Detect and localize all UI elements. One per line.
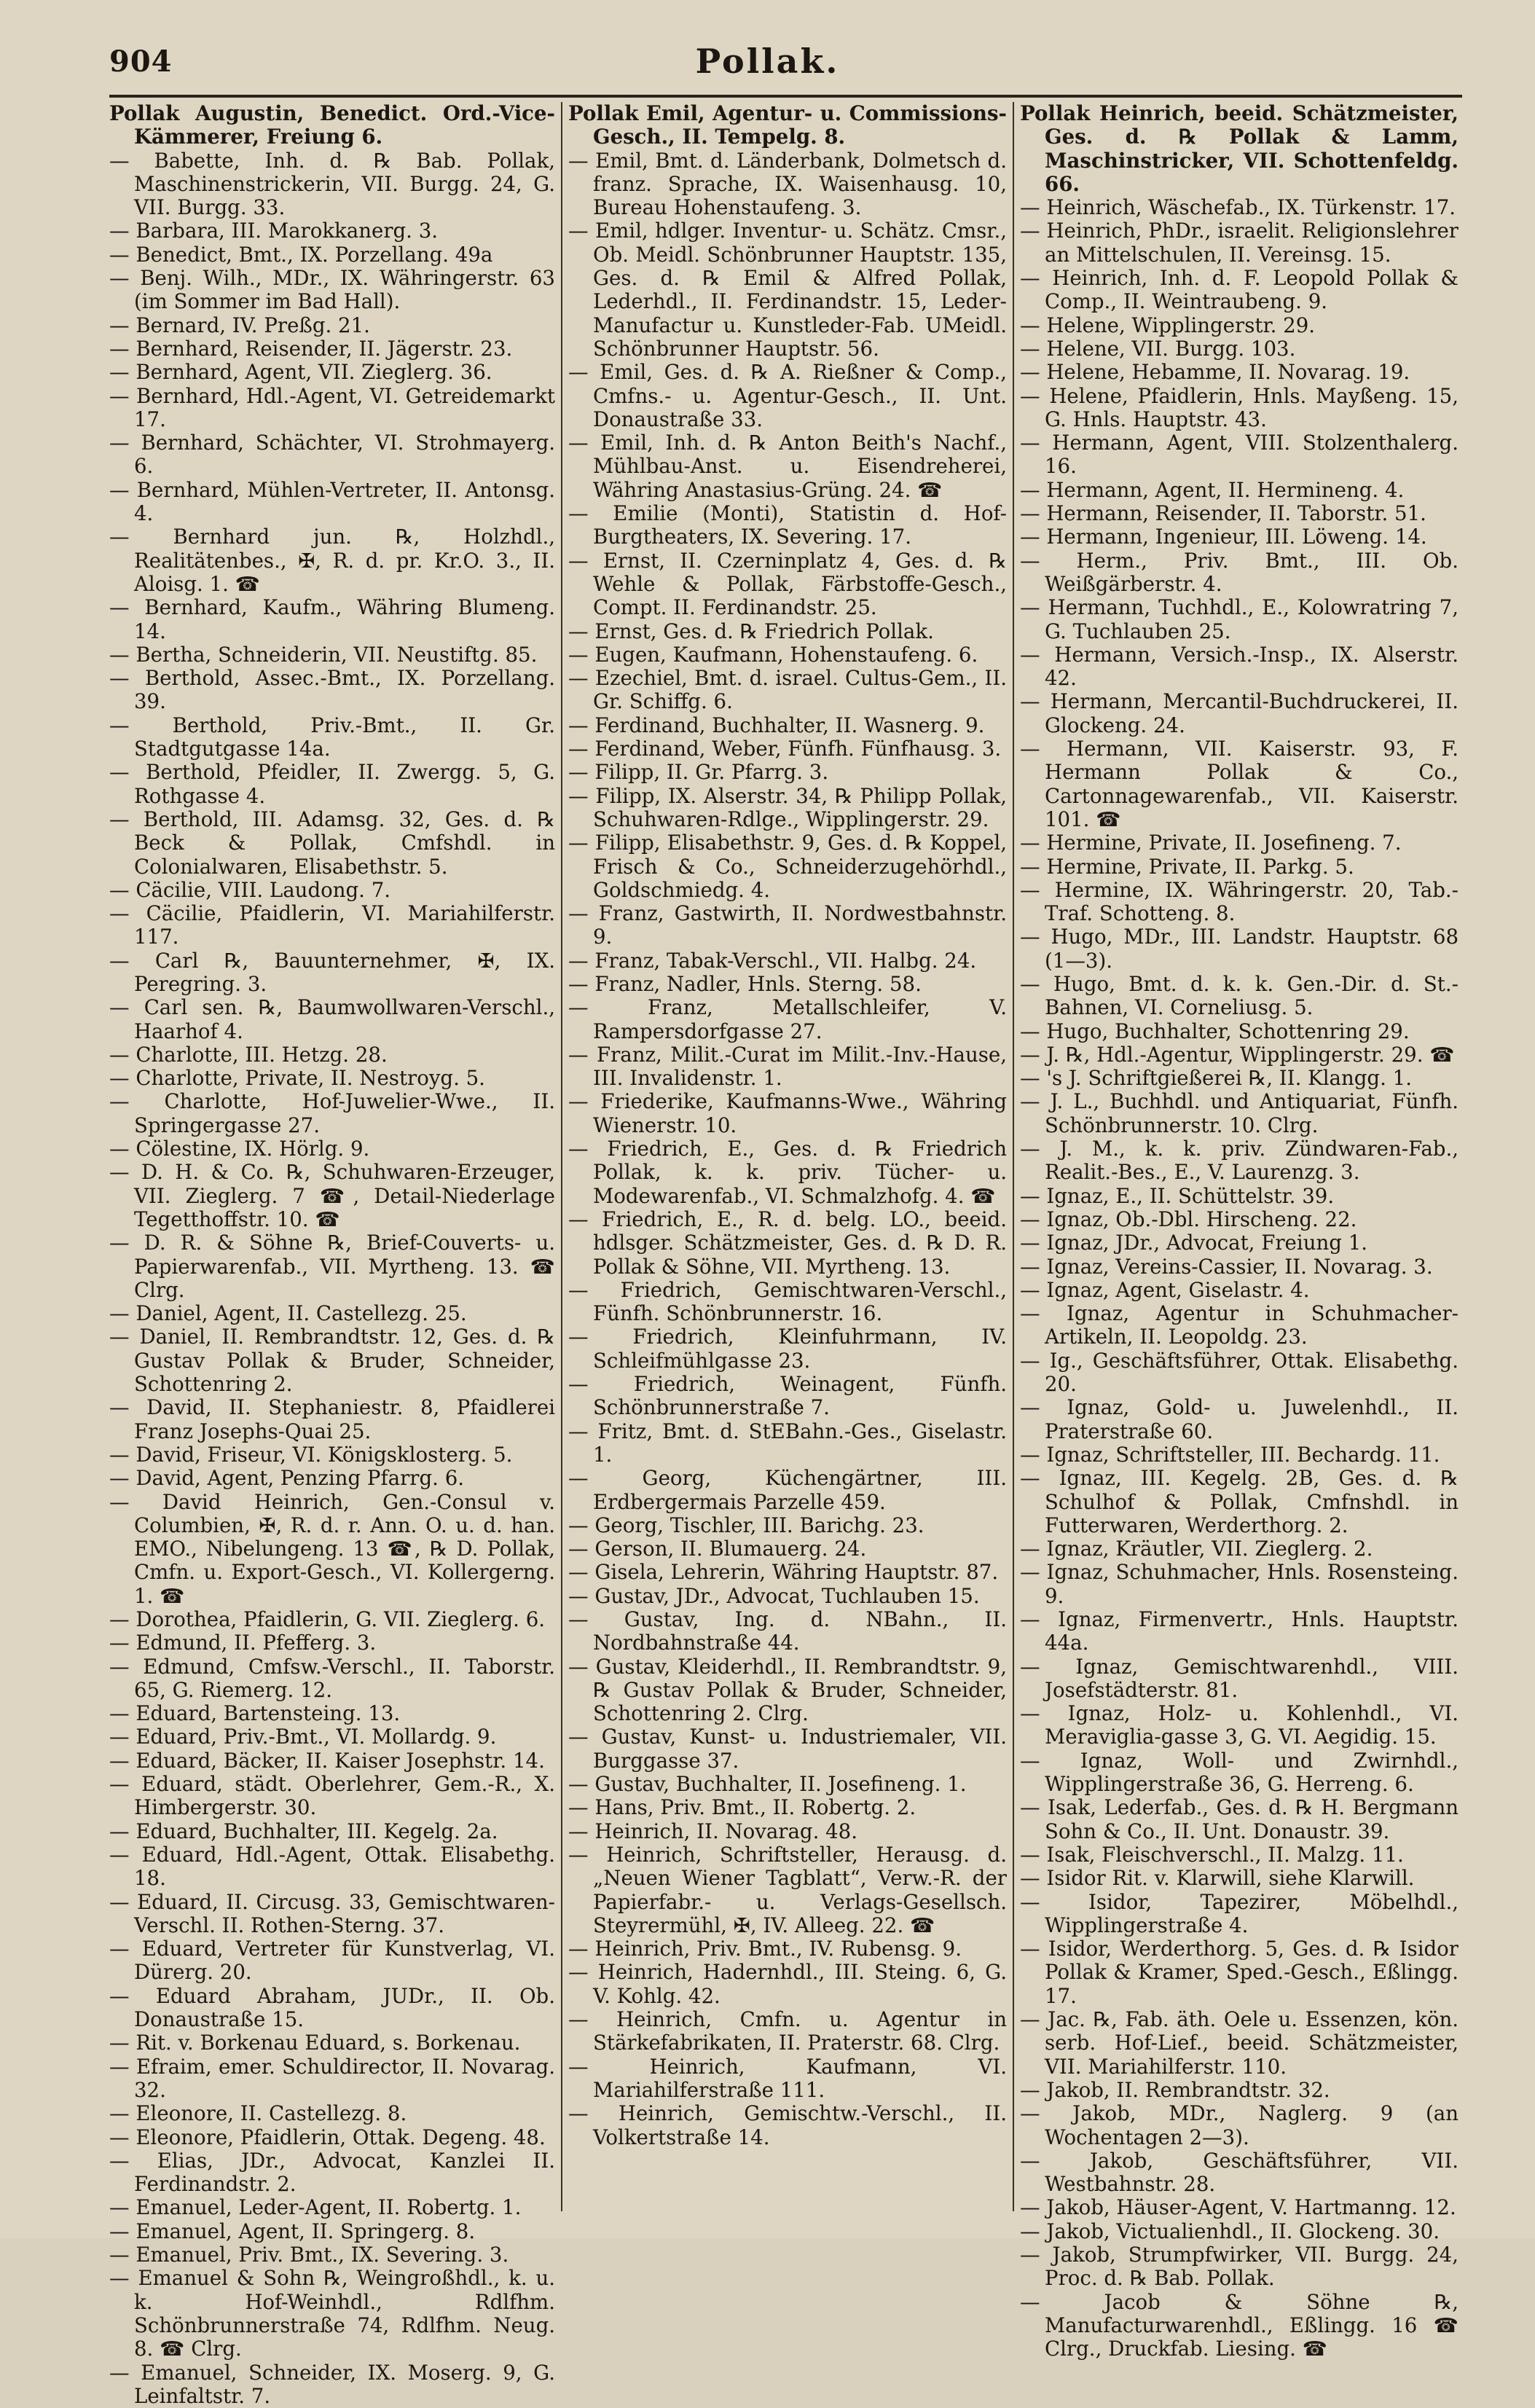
page-header <box>0 40 1535 91</box>
directory-entry: — Heinrich, Gemischtw.-Verschl., II. Volkertstraße 14. <box>568 2102 1007 2149</box>
directory-entry: — David, Agent, Penzing Pfarrg. 6. <box>109 1467 555 1490</box>
directory-entry: — Ignaz, Schuhmacher, Hnls. Rosensteing. 9. <box>1020 1561 1459 1608</box>
directory-entry: — D. R. & Söhne ℞, Brief-Couverts- u. Papierwarenfab., VII. Myrtheng. 13. ☎ Clrg. <box>109 1231 555 1302</box>
directory-entry: — Rit. v. Borkenau Eduard, s. Borkenau. <box>109 2031 555 2055</box>
directory-entry: — Friedrich, E., R. d. belg. LO., beeid. hdlsger. Schätzmeister, Ges. d. ℞ D. R. Pollak & Söhne, VII. Myrtheng. 13. <box>568 1208 1007 1279</box>
directory-entry: — Jakob, Häuser-Agent, V. Hartmanng. 12. <box>1020 2196 1459 2219</box>
directory-entry: — Gustav, Kunst- u. Industriemaler, VII. Burggasse 37. <box>568 1725 1007 1773</box>
directory-entry: — Franz, Nadler, Hnls. Sterng. 58. <box>568 973 1007 996</box>
directory-entry: — Isak, Lederfab., Ges. d. ℞ H. Bergmann Sohn & Co., II. Unt. Donaustr. 39. <box>1020 1796 1459 1843</box>
directory-entry: — Berthold, Priv.-Bmt., II. Gr. Stadtgutgasse 14a. <box>109 714 555 761</box>
directory-entry: — Charlotte, III. Hetzg. 28. <box>109 1043 555 1067</box>
directory-entry: — Bernhard, Schächter, VI. Strohmayerg. 6. <box>109 431 555 479</box>
directory-entry: — Isidor Rit. v. Klarwill, siehe Klarwill. <box>1020 1867 1459 1890</box>
directory-entry: — Filipp, IX. Alserstr. 34, ℞ Philipp Pollak, Schuhwaren-Rdlge., Wipplingerstr. 29. <box>568 785 1007 832</box>
directory-entry: — Ezechiel, Bmt. d. israel. Cultus-Gem., II. Gr. Schiffg. 6. <box>568 667 1007 714</box>
directory-entry: — Emanuel, Agent, II. Springerg. 8. <box>109 2220 555 2243</box>
directory-entry: — Gustav, JDr., Advocat, Tuchlauben 15. <box>568 1585 1007 1608</box>
directory-entry: — Ignaz, Gold- u. Juwelenhdl., II. Praterstraße 60. <box>1020 1396 1459 1443</box>
directory-entry: — Franz, Tabak-Verschl., VII. Halbg. 24. <box>568 949 1007 973</box>
directory-entry: — Herm., Priv. Bmt., III. Ob. Weißgärberstr. 4. <box>1020 549 1459 597</box>
directory-entry: — Eduard, Bäcker, II. Kaiser Josephstr. 14. <box>109 1749 555 1773</box>
directory-entry: — Ignaz, Woll- und Zwirnhdl., Wipplingerstraße 36, G. Herreng. 6. <box>1020 1749 1459 1797</box>
directory-entry: — Eduard, Hdl.-Agent, Ottak. Elisabethg. 18. <box>109 1843 555 1891</box>
directory-entry: — Bernhard, Hdl.-Agent, VI. Getreidemarkt 17. <box>109 385 555 432</box>
directory-entry: — Hermann, VII. Kaiserstr. 93, F. Hermann Pollak & Co., Cartonnagewarenfab., VII. Kaiserstr. 101. ☎ <box>1020 737 1459 831</box>
directory-entry: — Hugo, Bmt. d. k. k. Gen.-Dir. d. St.-Bahnen, VI. Corneliusg. 5. <box>1020 973 1459 1020</box>
directory-entry: — Cölestine, IX. Hörlg. 9. <box>109 1137 555 1161</box>
directory-entry: — Jac. ℞, Fab. äth. Oele u. Essenzen, kön. serb. Hof-Lief., beeid. Schätzmeister, VII. Mariahilferstr. 110. <box>1020 2008 1459 2079</box>
directory-entry: — Charlotte, Private, II. Nestroyg. 5. <box>109 1067 555 1090</box>
directory-entry: — Dorothea, Pfaidlerin, G. VII. Zieglerg. 6. <box>109 1608 555 1631</box>
directory-entry: — Gustav, Ing. d. NBahn., II. Nordbahnstraße 44. <box>568 1608 1007 1655</box>
directory-entry: — Barbara, III. Marokkanerg. 3. <box>109 219 555 243</box>
directory-entry: — Emanuel & Sohn ℞, Weingroßhdl., k. u. k. Hof-Weinhdl., Rdlfhm. Schönbrunnerstraße 74, Rdlfhm. Neug. 8. ☎ Clrg. <box>109 2267 555 2361</box>
directory-entry: — Ernst, Ges. d. ℞ Friedrich Pollak. <box>568 620 1007 643</box>
directory-entry: — Heinrich, Inh. d. F. Leopold Pollak & Comp., II. Weintraubeng. 9. <box>1020 267 1459 314</box>
directory-entry: — Hermine, Private, II. Parkg. 5. <box>1020 855 1459 879</box>
directory-entry: — Bernhard, Reisender, II. Jägerstr. 23. <box>109 337 555 361</box>
directory-entry: — Fritz, Bmt. d. StEBahn.-Ges., Giselastr. 1. <box>568 1420 1007 1467</box>
directory-entry: — Hermann, Ingenieur, III. Löweng. 14. <box>1020 525 1459 549</box>
directory-entry: — Edmund, Cmfsw.-Verschl., II. Taborstr. 65, G. Riemerg. 12. <box>109 1655 555 1703</box>
directory-entry: — Friedrich, Gemischtwaren-Verschl., Fünfh. Schönbrunnerstr. 16. <box>568 1279 1007 1326</box>
directory-entry: — Hermann, Versich.-Insp., IX. Alserstr. 42. <box>1020 643 1459 691</box>
column-right <box>1013 102 1464 2211</box>
directory-entry: — Ignaz, JDr., Advocat, Freiung 1. <box>1020 1231 1459 1255</box>
directory-entry: — J. L., Buchhdl. und Antiquariat, Fünfh. Schönbrunnerstr. 10. Clrg. <box>1020 1090 1459 1137</box>
directory-entry: — Heinrich, Cmfn. u. Agentur in Stärkefabrikaten, II. Praterstr. 68. Clrg. <box>568 2008 1007 2055</box>
directory-entry: — Filipp, Elisabethstr. 9, Ges. d. ℞ Koppel, Frisch & Co., Schneiderzugehörhdl., Goldschmiedg. 4. <box>568 831 1007 902</box>
directory-entry: — Jakob, Strumpfwirker, VII. Burgg. 24, Proc. d. ℞ Bab. Pollak. <box>1020 2243 1459 2291</box>
directory-entry: — Emanuel, Leder-Agent, II. Robertg. 1. <box>109 2196 555 2219</box>
directory-entry: — Charlotte, Hof-Juwelier-Wwe., II. Springergasse 27. <box>109 1090 555 1137</box>
directory-entry: — J. ℞, Hdl.-Agentur, Wipplingerstr. 29. ☎ <box>1020 1043 1459 1067</box>
directory-entry: — Berthold, Pfeidler, II. Zwergg. 5, G. Rothgasse 4. <box>109 761 555 808</box>
directory-entry: — Bernhard, Agent, VII. Zieglerg. 36. <box>109 361 555 384</box>
directory-entry: — Emilie (Monti), Statistin d. Hof-Burgtheaters, IX. Severing. 17. <box>568 502 1007 549</box>
directory-entry: — Hermann, Agent, II. Hermineng. 4. <box>1020 479 1459 502</box>
directory-entry: — Ignaz, Firmenvertr., Hnls. Hauptstr. 44a. <box>1020 1608 1459 1655</box>
directory-entry: — Ig., Geschäftsführer, Ottak. Elisabethg. 20. <box>1020 1349 1459 1397</box>
directory-entry: — Hermann, Agent, VIII. Stolzenthalerg. 16. <box>1020 431 1459 479</box>
entry-heading: Pollak Heinrich, beeid. Schätzmeister, Ges. d. ℞ Pollak & Lamm, Maschinstricker, VII. Schottenfeldg. 66. <box>1020 102 1459 196</box>
directory-entry: — Heinrich, PhDr., israelit. Religionslehrer an Mittelschulen, II. Vereinsg. 15. <box>1020 219 1459 267</box>
directory-columns <box>109 102 1464 2211</box>
directory-entry: — Heinrich, Kaufmann, VI. Mariahilferstraße 111. <box>568 2055 1007 2103</box>
directory-entry: — Friedrich, E., Ges. d. ℞ Friedrich Pollak, k. k. priv. Tücher- u. Modewarenfab., VI. Schmalzhofg. 4. ☎ <box>568 1137 1007 1208</box>
directory-entry: — Jacob & Söhne ℞, Manufacturwarenhdl., Eßlingg. 16 ☎ Clrg., Druckfab. Liesing. ☎ <box>1020 2291 1459 2361</box>
directory-entry: — Daniel, II. Rembrandtstr. 12, Ges. d. ℞ Gustav Pollak & Bruder, Schneider, Schottenring 2. <box>109 1325 555 1396</box>
column-left <box>109 102 561 2211</box>
directory-entry: — Edmund, II. Pfefferg. 3. <box>109 1631 555 1655</box>
directory-entry: — Helene, Wipplingerstr. 29. <box>1020 314 1459 337</box>
directory-entry: — Emanuel, Priv. Bmt., IX. Severing. 3. <box>109 2243 555 2267</box>
directory-entry: — Friederike, Kaufmanns-Wwe., Währing Wienerstr. 10. <box>568 1090 1007 1137</box>
directory-entry: — Ignaz, Gemischtwarenhdl., VIII. Josefstädterstr. 81. <box>1020 1655 1459 1703</box>
directory-entry: — Hermann, Tuchhdl., E., Kolowratring 7, G. Tuchlauben 25. <box>1020 596 1459 643</box>
directory-entry: — Babette, Inh. d. ℞ Bab. Pollak, Maschinenstrickerin, VII. Burgg. 24, G. VII. Burgg. 33. <box>109 149 555 220</box>
directory-entry: — Friedrich, Weinagent, Fünfh. Schönbrunnerstraße 7. <box>568 1373 1007 1420</box>
directory-entry: — Heinrich, II. Novarag. 48. <box>568 1820 1007 1843</box>
directory-entry: — Emil, Inh. d. ℞ Anton Beith's Nachf., Mühlbau-Anst. u. Eisendreherei, Währing Anastasius-Grüng. 24. ☎ <box>568 431 1007 502</box>
directory-entry: — Heinrich, Hadernhdl., III. Steing. 6, G. V. Kohlg. 42. <box>568 1961 1007 2008</box>
directory-entry: — Ferdinand, Buchhalter, II. Wasnerg. 9. <box>568 714 1007 737</box>
directory-entry: — Filipp, II. Gr. Pfarrg. 3. <box>568 761 1007 784</box>
directory-entry: — Franz, Metallschleifer, V. Rampersdorfgasse 27. <box>568 996 1007 1043</box>
directory-entry: — Heinrich, Priv. Bmt., IV. Rubensg. 9. <box>568 1937 1007 1961</box>
directory-entry: — Eduard, Priv.-Bmt., VI. Mollardg. 9. <box>109 1725 555 1749</box>
directory-entry: — 's J. Schriftgießerei ℞, II. Klangg. 1. <box>1020 1067 1459 1090</box>
directory-entry: — Hugo, MDr., III. Landstr. Hauptstr. 68 (1—3). <box>1020 925 1459 973</box>
directory-entry: — Ignaz, III. Kegelg. 2B, Ges. d. ℞ Schulhof & Pollak, Cmfnshdl. in Futterwaren, Werderthorg. 2. <box>1020 1467 1459 1537</box>
directory-entry: — Ignaz, Agentur in Schuhmacher-Artikeln, II. Leopoldg. 23. <box>1020 1302 1459 1349</box>
directory-entry: — Jakob, Geschäftsführer, VII. Westbahnstr. 28. <box>1020 2149 1459 2197</box>
directory-entry: — David, II. Stephaniestr. 8, Pfaidlerei Franz Josephs-Quai 25. <box>109 1396 555 1443</box>
directory-entry: — Eduard, Buchhalter, III. Kegelg. 2a. <box>109 1820 555 1843</box>
directory-entry: — Bernhard, Kaufm., Währing Blumeng. 14. <box>109 596 555 643</box>
directory-entry: — Bernhard jun. ℞, Holzhdl., Realitätenbes., ✠, R. d. pr. Kr.O. 3., II. Aloisg. 1. ☎ <box>109 525 555 596</box>
directory-entry: — Eduard, städt. Oberlehrer, Gem.-R., X. Himbergerstr. 30. <box>109 1773 555 1820</box>
directory-entry: — Eleonore, II. Castellezg. 8. <box>109 2102 555 2125</box>
running-title: Pollak. <box>0 42 1535 81</box>
directory-entry: — Ignaz, Schriftsteller, III. Bechardg. 11. <box>1020 1443 1459 1467</box>
directory-entry: — Georg, Tischler, III. Barichg. 23. <box>568 1514 1007 1537</box>
directory-entry: — Jakob, Victualienhdl., II. Glockeng. 30. <box>1020 2220 1459 2243</box>
directory-entry: — Ignaz, Vereins-Cassier, II. Novarag. 3. <box>1020 1255 1459 1279</box>
directory-entry: — Cäcilie, Pfaidlerin, VI. Mariahilferstr. 117. <box>109 902 555 949</box>
page-number: 904 <box>109 44 173 79</box>
directory-entry: — Jakob, II. Rembrandtstr. 32. <box>1020 2079 1459 2102</box>
directory-entry: — Eduard, Vertreter für Kunstverlag, VI. Dürerg. 20. <box>109 1937 555 1985</box>
directory-entry: — Heinrich, Wäschefab., IX. Türkenstr. 17. <box>1020 196 1459 219</box>
directory-entry: — Hermine, Private, II. Josefineng. 7. <box>1020 831 1459 855</box>
directory-entry: — Ignaz, Holz- u. Kohlenhdl., VI. Meraviglia-gasse 3, G. VI. Aegidig. 15. <box>1020 1702 1459 1749</box>
directory-entry: — Emil, Bmt. d. Länderbank, Dolmetsch d. franz. Sprache, IX. Waisenhausg. 10, Bureau Hohenstaufeng. 3. <box>568 149 1007 220</box>
directory-entry: — Emil, Ges. d. ℞ A. Rießner & Comp., Cmfns.- u. Agentur-Gesch., II. Unt. Donaustraße 33. <box>568 361 1007 431</box>
directory-entry: — Heinrich, Schriftsteller, Herausg. d. „Neuen Wiener Tagblatt“, Verw.-R. der Papierfabr.- u. Verlags-Gesellsch. Steyrermühl, ✠, IV. Alleeg. 22. ☎ <box>568 1843 1007 1937</box>
directory-entry: — Hugo, Buchhalter, Schottenring 29. <box>1020 1020 1459 1043</box>
directory-entry: — Georg, Küchengärtner, III. Erdbergermais Parzelle 459. <box>568 1467 1007 1514</box>
entry-heading: Pollak Augustin, Benedict. Ord.-Vice-Kämmerer, Freiung 6. <box>109 102 555 149</box>
directory-entry: — Franz, Milit.-Curat im Milit.-Inv.-Hause, III. Invalidenstr. 1. <box>568 1043 1007 1091</box>
entry-heading: Pollak Emil, Agentur- u. Commissions-Gesch., II. Tempelg. 8. <box>568 102 1007 149</box>
directory-entry: — Gustav, Kleiderhdl., II. Rembrandtstr. 9, ℞ Gustav Pollak & Bruder, Schneider, Schottenring 2. Clrg. <box>568 1655 1007 1726</box>
directory-entry: — Elias, JDr., Advocat, Kanzlei II. Ferdinandstr. 2. <box>109 2149 555 2197</box>
directory-entry: — Ernst, II. Czerninplatz 4, Ges. d. ℞ Wehle & Pollak, Färbstoffe-Gesch., Compt. II. Ferdinandstr. 25. <box>568 549 1007 620</box>
directory-entry: — Emil, hdlger. Inventur- u. Schätz. Cmsr., Ob. Meidl. Schönbrunner Hauptstr. 135, Ges. d. ℞ Emil & Alfred Pollak, Lederhdl., II. Ferdinandstr. 15, Leder-Manufactur u. Kunstleder-Fab. UMeidl. Schönbrunner Hauptstr. 56. <box>568 219 1007 361</box>
directory-entry: — David, Friseur, VI. Königsklosterg. 5. <box>109 1443 555 1467</box>
directory-entry: — Ignaz, Agent, Giselastr. 4. <box>1020 1279 1459 1302</box>
directory-entry: — Bernard, IV. Preßg. 21. <box>109 314 555 337</box>
directory-entry: — Helene, Pfaidlerin, Hnls. Mayßeng. 15, G. Hnls. Hauptstr. 43. <box>1020 385 1459 432</box>
directory-entry: — Helene, VII. Burgg. 103. <box>1020 337 1459 361</box>
directory-entry: — Ignaz, E., II. Schüttelstr. 39. <box>1020 1185 1459 1208</box>
directory-entry: — Friedrich, Kleinfuhrmann, IV. Schleifmühlgasse 23. <box>568 1325 1007 1373</box>
column-middle <box>561 102 1013 2211</box>
directory-entry: — Gisela, Lehrerin, Währing Hauptstr. 87. <box>568 1561 1007 1584</box>
directory-entry: — Ignaz, Ob.-Dbl. Hirscheng. 22. <box>1020 1208 1459 1231</box>
directory-entry: — D. H. & Co. ℞, Schuhwaren-Erzeuger, VII. Zieglerg. 7 ☎, Detail-Niederlage Tegetthoffstr. 10. ☎ <box>109 1161 555 1231</box>
directory-entry: — Emanuel, Schneider, IX. Moserg. 9, G. Leinfaltstr. 7. <box>109 2361 555 2408</box>
directory-entry: — Ignaz, Kräutler, VII. Zieglerg. 2. <box>1020 1537 1459 1561</box>
directory-entry: — Efraim, emer. Schuldirector, II. Novarag. 32. <box>109 2055 555 2103</box>
directory-entry: — Daniel, Agent, II. Castellezg. 25. <box>109 1302 555 1325</box>
directory-entry: — Benj. Wilh., MDr., IX. Währingerstr. 63 (im Sommer im Bad Hall). <box>109 267 555 314</box>
directory-entry: — Eleonore, Pfaidlerin, Ottak. Degeng. 48. <box>109 2126 555 2149</box>
header-rule <box>109 95 1462 98</box>
directory-entry: — Bernhard, Mühlen-Vertreter, II. Antonsg. 4. <box>109 479 555 526</box>
directory-entry: — Hans, Priv. Bmt., II. Robertg. 2. <box>568 1796 1007 1819</box>
directory-entry: — Benedict, Bmt., IX. Porzellang. 49a <box>109 243 555 267</box>
directory-entry: — Eugen, Kaufmann, Hohenstaufeng. 6. <box>568 643 1007 667</box>
directory-entry: — Jakob, MDr., Naglerg. 9 (an Wochentagen 2—3). <box>1020 2102 1459 2149</box>
directory-entry: — Hermann, Reisender, II. Taborstr. 51. <box>1020 502 1459 525</box>
directory-entry: — Eduard Abraham, JUDr., II. Ob. Donaustraße 15. <box>109 1985 555 2032</box>
directory-entry: — Gustav, Buchhalter, II. Josefineng. 1. <box>568 1773 1007 1796</box>
directory-entry: — Bertha, Schneiderin, VII. Neustiftg. 85. <box>109 643 555 667</box>
directory-entry: — Hermine, IX. Währingerstr. 20, Tab.-Traf. Schotteng. 8. <box>1020 879 1459 926</box>
directory-entry: — Helene, Hebamme, II. Novarag. 19. <box>1020 361 1459 384</box>
directory-entry: — Franz, Gastwirth, II. Nordwestbahnstr. 9. <box>568 902 1007 949</box>
directory-entry: — J. M., k. k. priv. Zündwaren-Fab., Realit.-Bes., E., V. Laurenzg. 3. <box>1020 1137 1459 1185</box>
directory-entry: — Eduard, Bartensteing. 13. <box>109 1702 555 1725</box>
directory-entry: — Carl ℞, Bauunternehmer, ✠, IX. Peregring. 3. <box>109 949 555 997</box>
directory-entry: — Isidor, Werderthorg. 5, Ges. d. ℞ Isidor Pollak & Kramer, Sped.-Gesch., Eßlingg. 17. <box>1020 1937 1459 2008</box>
directory-entry: — Gerson, II. Blumauerg. 24. <box>568 1537 1007 1561</box>
directory-entry: — Isidor, Tapezirer, Möbelhdl., Wipplingerstraße 4. <box>1020 1891 1459 1938</box>
directory-entry: — Cäcilie, VIII. Laudong. 7. <box>109 879 555 902</box>
directory-entry: — Berthold, Assec.-Bmt., IX. Porzellang. 39. <box>109 667 555 714</box>
directory-entry: — Hermann, Mercantil-Buchdruckerei, II. Glockeng. 24. <box>1020 690 1459 737</box>
directory-entry: — Eduard, II. Circusg. 33, Gemischtwaren-Verschl. II. Rothen-Sterng. 37. <box>109 1891 555 1938</box>
directory-entry: — David Heinrich, Gen.-Consul v. Columbien, ✠, R. d. r. Ann. O. u. d. han. EMO., Nibelungeng. 13 ☎, ℞ D. Pollak, Cmfn. u. Export-Gesch., VI. Kollergerng. 1. ☎ <box>109 1491 555 1608</box>
directory-entry: — Ferdinand, Weber, Fünfh. Fünfhausg. 3. <box>568 737 1007 761</box>
directory-entry: — Isak, Fleischverschl., II. Malzg. 11. <box>1020 1843 1459 1867</box>
directory-entry: — Carl sen. ℞, Baumwollwaren-Verschl., Haarhof 4. <box>109 996 555 1043</box>
directory-entry: — Berthold, III. Adamsg. 32, Ges. d. ℞ Beck & Pollak, Cmfshdl. in Colonialwaren, Elisabethstr. 5. <box>109 808 555 879</box>
